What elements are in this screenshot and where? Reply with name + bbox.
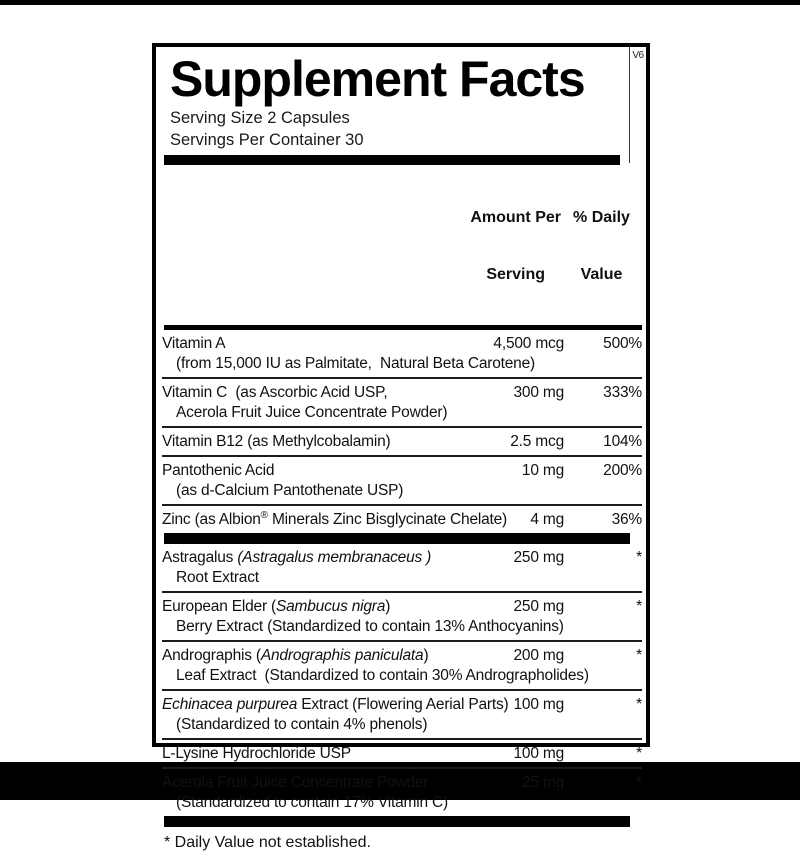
daily-value: 500%: [603, 335, 642, 352]
ingredient-detail: (Standardized to contain 17% Vitamin C): [176, 794, 448, 811]
daily-value: 333%: [603, 384, 642, 401]
column-header-row: [162, 165, 642, 325]
daily-value-footnote: * Daily Value not established.: [164, 834, 371, 851]
row-line: [162, 597, 642, 617]
daily-value: 36%: [611, 511, 642, 528]
row-line: [162, 432, 642, 452]
ingredient-row-zinc: [162, 506, 642, 533]
daily-value-header: [561, 170, 642, 322]
amount-value: 4,500 mcg: [493, 335, 564, 352]
name-text: European Elder (: [162, 598, 276, 615]
name-text: Vitamin A: [162, 335, 226, 352]
name-text: Vitamin C (as Ascorbic Acid USP,: [162, 384, 388, 401]
name-text: Acerola Fruit Juice Concentrate Powder: [162, 774, 429, 791]
row-line: [162, 461, 642, 481]
row-line: [162, 548, 642, 568]
row-line: [162, 334, 642, 354]
amount-value: 10 mg: [521, 462, 564, 479]
ingredient-row-pantothenic-acid: [162, 457, 642, 506]
amount-value: 2.5 mcg: [510, 433, 564, 450]
dv-header-line1: % Daily: [573, 209, 630, 226]
daily-value: *: [636, 745, 642, 762]
ingredient-name: [162, 383, 387, 403]
divider-bar-thick: [164, 816, 630, 827]
amount-per-serving-header: [470, 170, 561, 322]
ingredient-rows: [162, 330, 642, 816]
ingredient-row-vitamin-b12: [162, 428, 642, 457]
ingredient-name: [162, 744, 351, 764]
latin-name: Sambucus nigra: [275, 598, 386, 615]
row-line: [162, 510, 642, 530]
divider-bar-thick: [164, 533, 630, 544]
ingredient-row-l-lysine: [162, 740, 642, 769]
row-line: [162, 773, 642, 793]
name-text: Zinc (as Albion: [162, 511, 261, 528]
row-line: [162, 744, 642, 764]
latin-name: (Astragalus membranaceus ): [237, 549, 432, 566]
serving-size: Serving Size 2 Capsules: [170, 109, 350, 127]
ingredient-detail: Berry Extract (Standardized to contain 13% Anthocyanins): [176, 618, 564, 635]
supplement-facts-label: [152, 43, 650, 851]
ingredient-name: [162, 461, 274, 481]
amount-header-line1: Amount Per: [470, 209, 561, 226]
ingredient-detail: (from 15,000 IU as Palmitate, Natural Beta Carotene): [176, 355, 535, 372]
name-text: ): [423, 647, 429, 664]
row-line: [162, 695, 642, 715]
ingredient-row-vitamin-c: [162, 379, 642, 428]
label-content: [156, 51, 646, 851]
amount-value: 4 mg: [530, 511, 564, 528]
amount-value: 250 mg: [513, 549, 564, 566]
name-text: Astragalus: [162, 549, 238, 566]
ingredient-name: [162, 773, 428, 793]
name-text: Minerals Zinc Bisglycinate Chelate): [267, 511, 508, 528]
amount-value: 25 mg: [521, 774, 564, 791]
divider-bar-thick: [164, 155, 620, 165]
ingredient-detail: Acerola Fruit Juice Concentrate Powder): [176, 404, 448, 421]
ingredient-row-echinacea: [162, 691, 642, 740]
ingredient-name: [162, 548, 431, 568]
name-text: Pantothenic Acid: [162, 462, 275, 479]
registered-mark: ®: [260, 509, 268, 521]
ingredient-name: [162, 510, 507, 530]
label-title: Supplement Facts: [170, 51, 585, 107]
daily-value: 104%: [603, 433, 642, 450]
ingredient-name: [162, 334, 225, 354]
ingredient-detail: (Standardized to contain 4% phenols): [176, 716, 428, 733]
daily-value: *: [636, 774, 642, 791]
daily-value: 200%: [603, 462, 642, 479]
daily-value: *: [636, 696, 642, 713]
row-line: [162, 646, 642, 666]
name-text: Vitamin B12 (as Methylcobalamin): [162, 433, 391, 450]
ingredient-detail: Leaf Extract (Standardized to contain 30% Andrographolides): [176, 667, 589, 684]
name-text: ): [385, 598, 391, 615]
version-tag: V6: [632, 50, 644, 61]
amount-value: 100 mg: [513, 696, 564, 713]
name-text: Extract (Flowering Aerial Parts): [297, 696, 509, 713]
ingredient-row-acerola: [162, 769, 642, 816]
ingredient-name: [162, 646, 428, 666]
version-tab: [629, 47, 646, 163]
daily-value: *: [636, 647, 642, 664]
ingredient-name: [162, 597, 390, 617]
ingredient-detail: (as d-Calcium Pantothenate USP): [176, 482, 404, 499]
ingredient-name: [162, 432, 391, 452]
latin-name: Andrographis paniculata: [260, 647, 424, 664]
ingredient-row-european-elder: [162, 593, 642, 642]
ingredient-row-astragalus: [162, 544, 642, 593]
name-text: Andrographis (: [162, 647, 261, 664]
servings-per-container: Servings Per Container 30: [170, 131, 364, 149]
ingredient-row-andrographis: [162, 642, 642, 691]
amount-value: 250 mg: [513, 598, 564, 615]
amount-value: 300 mg: [513, 384, 564, 401]
ingredient-row-vitamin-a: [162, 330, 642, 379]
ingredient-name: [162, 695, 508, 715]
amount-value: 200 mg: [513, 647, 564, 664]
ingredient-detail: Root Extract: [176, 569, 259, 586]
amount-header-line2: Serving: [486, 266, 545, 283]
name-text: L-Lysine Hydrochloride USP: [162, 745, 351, 762]
amount-value: 100 mg: [513, 745, 564, 762]
daily-value: *: [636, 549, 642, 566]
dv-header-line2: Value: [580, 266, 623, 283]
row-line: [162, 383, 642, 403]
latin-name: Echinacea purpurea: [162, 696, 298, 713]
daily-value: *: [636, 598, 642, 615]
top-edge-bar: [0, 0, 800, 5]
